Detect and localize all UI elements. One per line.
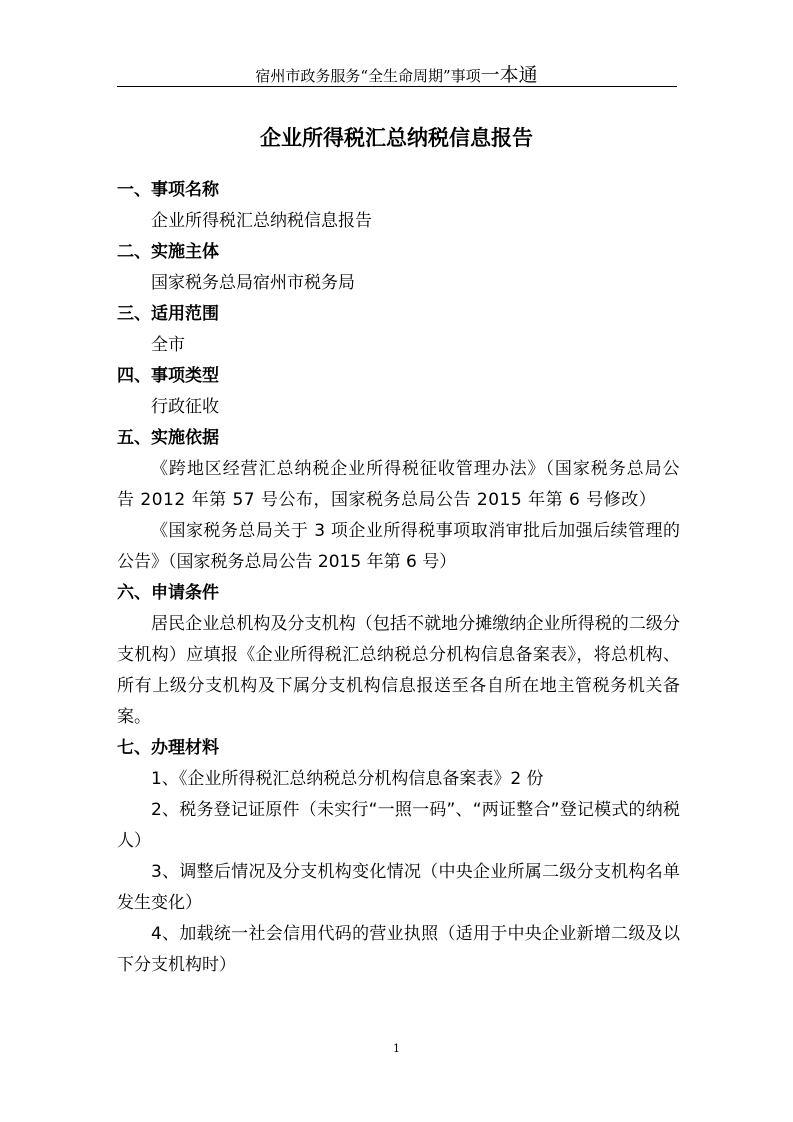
section-paragraph: 《跨地区经营汇总纳税企业所得税征收管理办法》（国家税务总局公告 2012 年第 57 号公布，国家税务总局公告 2015 年第 6 号修改） (117, 459, 680, 510)
section-heading: 四、事项类型 (117, 366, 219, 386)
section-paragraph: 全市 (151, 335, 185, 355)
list-item: 2、税务登记证原件（未实行“一照一码”、“两证整合”登记模式的纳税人） (117, 800, 680, 851)
section-heading: 五、实施依据 (117, 428, 219, 448)
section-paragraph: 行政征收 (151, 397, 219, 417)
section-item-type (117, 361, 680, 423)
section-implementer (117, 237, 680, 299)
page-number: 1 (393, 1042, 400, 1055)
section-paragraph: 居民企业总机构及分支机构（包括不就地分摊缴纳企业所得税的二级分支机构）应填报《企业所得税汇总纳税总分机构信息备案表》，将总机构、所有上级分支机构及下属分支机构信息报送至各自所在地主管税务机关备案。 (117, 614, 680, 727)
list-item: 4、加载统一社会信用代码的营业执照（适用于中央企业新增二级及以下分支机构时） (117, 924, 680, 975)
section-materials (117, 733, 680, 981)
section-paragraph: 企业所得税汇总纳税信息报告 (151, 211, 372, 231)
section-legal-basis (117, 423, 680, 578)
section-scope (117, 299, 680, 361)
document-title: 企业所得税汇总纳税信息报告 (260, 126, 533, 150)
list-item: 1、《企业所得税汇总纳税总分机构信息备案表》2 份 (151, 769, 544, 789)
section-heading: 七、办理材料 (117, 738, 219, 758)
section-paragraph: 国家税务总局宿州市税务局 (151, 273, 355, 293)
section-conditions (117, 578, 680, 733)
section-paragraph: 《国家税务总局关于 3 项企业所得税事项取消审批后加强后续管理的公告》（国家税务总局公告 2015 年第 6 号） (117, 521, 680, 572)
header-text: 宿州市政务服务“全生命周期”事项 (255, 67, 481, 85)
section-item-name (117, 175, 680, 237)
header-rule (117, 86, 677, 87)
list-item: 3、调整后情况及分支机构变化情况（中央企业所属二级分支机构名单发生变化） (117, 862, 680, 913)
section-heading: 一、事项名称 (117, 180, 219, 200)
section-heading: 三、适用范围 (117, 304, 219, 324)
document-body (117, 175, 680, 981)
page-header (0, 60, 793, 87)
section-heading: 二、实施主体 (117, 242, 219, 262)
section-heading: 六、申请条件 (117, 583, 219, 603)
header-text-big: 一本通 (480, 64, 538, 86)
